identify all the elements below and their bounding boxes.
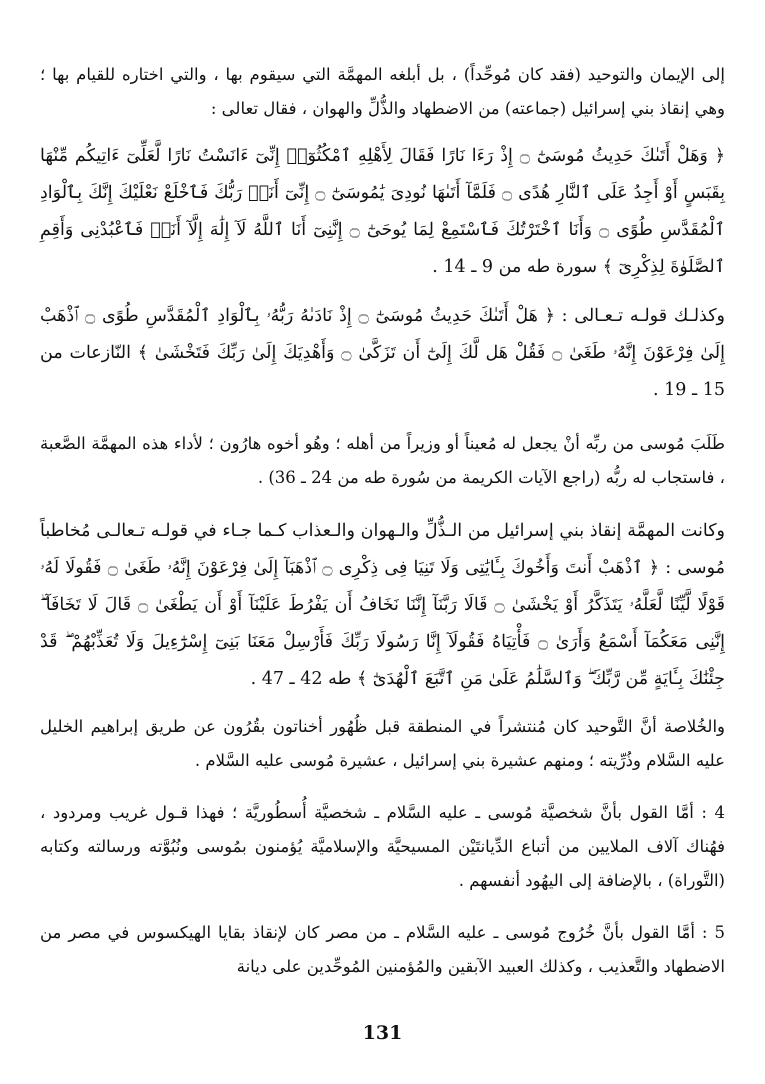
conclusion-paragraph: والخُلاصة أنَّ التَّوحيد كان مُنتشراً في المنطقة قبل ظُهُور أخناتون بقُرُون عن طريق إبراهيم الخليل عليه السَّلام وذُرِّيته ؛ ومنهم عشيرة بني إسرائيل ، عشيرة مُوسى عليه السَّلام .	[40, 717, 725, 770]
harun-paragraph: طَلَبَ مُوسى من ربِّه أنْ يجعل له مُعيناً أو وزيراً من أهله ؛ وهُو أخوه هارُون ؛ لأداء هذه المهمَّة الصَّعبة ، فاستجاب له ربُّه (راجع الآيات الكريمة من سُورة طه من 24 ـ 36) .	[40, 434, 725, 487]
quran-quote-taha-42-47: وكانت المهمَّة إنقاذ بني إسرائيل من الـذُّلِّ والـهوان والـعذاب كـما جـاء في قولـه تـعالـى مُخاطباً مُوسى : ﴿ ٱذْهَبْ أَنتَ وَأَخُوكَ بِـَٔايَٰتِى وَلَا تَنِيَا فِى ذِكْرِى ۝ ٱذْهَبَآ إِلَىٰ فِرْعَوْنَ إِنَّهُۥ طَغَىٰ ۝ فَقُولَا لَهُۥ قَوْلًا لَّيِّنًا لَّعَلَّهُۥ يَتَذَكَّرُ أَوْ يَخْشَىٰ ۝ قَالَا رَبَّنَآ إِنَّنَا نَخَافُ أَن يَفْرُطَ عَلَيْنَآ أَوْ أَن يَطْغَىٰ ۝ قَالَ لَا تَخَافَآ ۖ إِنَّنِى مَعَكُمَآ أَسْمَعُ وَأَرَىٰ ۝ فَأْتِيَاهُ فَقُولَآ إِنَّا رَسُولَا رَبِّكَ فَأَرْسِلْ مَعَنَا بَنِىٓ إِسْرَٰٓءِيلَ وَلَا تُعَذِّبْهُمْ ۖ قَدْ جِئْنَٰكَ بِـَٔايَةٍ مِّن رَّبِّكَ ۖ وَٱلسَّلَٰمُ عَلَىٰ مَنِ ٱتَّبَعَ ٱلْهُدَىٰٓ ﴾ طه 42 ـ 47 .	[40, 521, 726, 689]
intro-paragraph: إلى الإيمان والتوحيد (فقد كان مُوحِّداً) ، بل أبلغه المهمَّة التي سيقوم بها ، والتي اختاره للقيام بها ؛ وهي إنقاذ بني إسرائيل (جماعته) من الاضطهاد والذُّلِّ والهوان ، فقال تعالى :	[40, 65, 725, 118]
point-4-paragraph: 4 : أمَّا القول بأنَّ شخصيَّة مُوسى ـ عليه السَّلام ـ شخصيَّة أُسطُوريَّة ؛ فهذا قـول غريب ومردود ، فهُناك آلاف الملايين من أتباع الدِّيانتَيْن المسيحيَّة والإسلاميَّة يُؤمنون بمُوسى ونُبُوَّته ورسالته وكتابه (التَّوراة) ، بالإضافة إلى اليهُود أنفسهم .	[40, 803, 725, 890]
point-5-paragraph: 5 : أمَّا القول بأنَّ خُرُوج مُوسى ـ عليه السَّلام ـ من مصر كان لإنقاذ بقايا الهيكسوس في مصر من الاضطهاد والتَّعذيب ، وكذلك العبيد الآبقين والمُؤمنين المُوحِّدين على ديانة	[40, 923, 725, 976]
quran-quote-naziat-15-19: وكذلـك قولـه تـعـالى : ﴿ هَلْ أَتَىٰكَ حَدِيثُ مُوسَىٰٓ ۝ إِذْ نَادَىٰهُ رَبُّهُۥ بِٱلْوَادِ ٱلْمُقَدَّسِ طُوًى ۝ ٱذْهَبْ إِلَىٰ فِرْعَوْنَ إِنَّهُۥ طَغَىٰ ۝ فَقُلْ هَل لَّكَ إِلَىٰٓ أَن تَزَكَّىٰ ۝ وَأَهْدِيَكَ إِلَىٰ رَبِّكَ فَتَخْشَىٰ ﴾ النّازعات من 15 ـ 19 .	[40, 306, 726, 400]
page-number: 131	[362, 1022, 403, 1044]
quran-quote-taha-9-14: ﴿ وَهَلْ أَتَىٰكَ حَدِيثُ مُوسَىٰٓ ۝ إِذْ رَءَا نَارًا فَقَالَ لِأَهْلِهِ ٱمْكُثُوٓا۟ إِنِّىٓ ءَانَسْتُ نَارًا لَّعَلِّىٓ ءَاتِيكُم مِّنْهَا بِقَبَسٍ أَوْ أَجِدُ عَلَى ٱلنَّارِ هُدًى ۝ فَلَمَّآ أَتَىٰهَا نُودِىَ يَٰمُوسَىٰٓ ۝ إِنِّىٓ أَنَا۠ رَبُّكَ فَٱخْلَعْ نَعْلَيْكَ إِنَّكَ بِٱلْوَادِ ٱلْمُقَدَّسِ طُوًى ۝ وَأَنَا ٱخْتَرْتُكَ فَٱسْتَمِعْ لِمَا يُوحَىٰٓ ۝ إِنَّنِىٓ أَنَا ٱللَّهُ لَآ إِلَٰهَ إِلَّآ أَنَا۠ فَٱعْبُدْنِى وَأَقِمِ ٱلصَّلَوٰةَ لِذِكْرِىٓ ﴾ سورة طه من 9 ـ 14 .	[40, 146, 726, 277]
